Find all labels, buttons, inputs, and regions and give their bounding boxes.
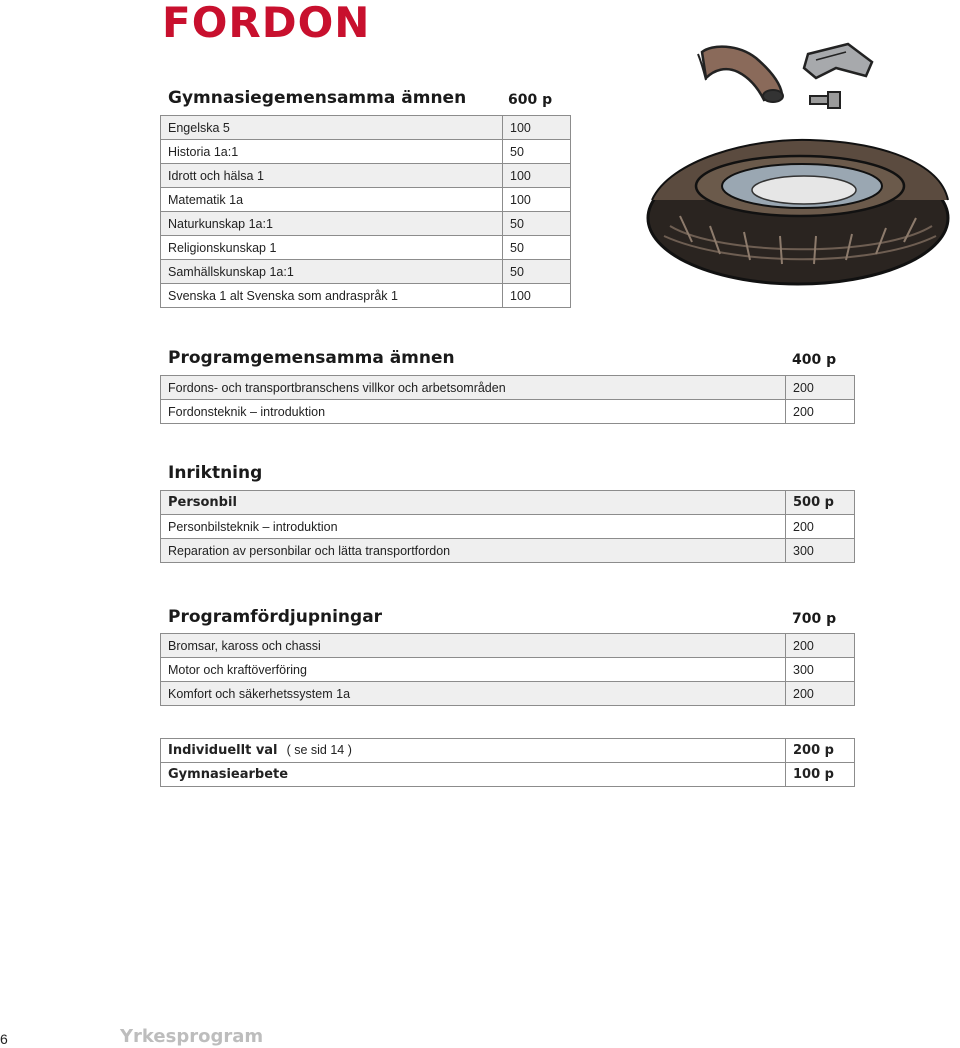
programgemensamma-table xyxy=(160,375,855,424)
table-row xyxy=(161,140,571,164)
course-name: Komfort och säkerhetssystem 1a xyxy=(161,682,786,706)
table-row xyxy=(161,682,855,706)
course-name: Fordons- och transportbranschens villkor och arbetsområden xyxy=(161,376,786,400)
individuellt-val-note: ( se sid 14 ) xyxy=(286,743,352,757)
individuellt-val-label: Individuellt val xyxy=(168,743,278,758)
section-heading-programgemensamma: Programgemensamma ämnen xyxy=(168,348,455,368)
course-points: 200 xyxy=(786,634,855,658)
table-row xyxy=(161,188,571,212)
bracket-part xyxy=(804,44,872,78)
course-name: Historia 1a:1 xyxy=(161,140,503,164)
section-heading-gymnasiegemensamma: Gymnasiegemensamma ämnen xyxy=(168,88,467,108)
course-name: Matematik 1a xyxy=(161,188,503,212)
table-row xyxy=(161,739,855,763)
individuellt-val-points: 200 p xyxy=(786,739,855,763)
table-row xyxy=(161,400,855,424)
table-row xyxy=(161,515,855,539)
course-name: Bromsar, kaross och chassi xyxy=(161,634,786,658)
course-name: Samhällskunskap 1a:1 xyxy=(161,260,503,284)
course-points: 50 xyxy=(503,236,571,260)
course-name: Engelska 5 xyxy=(161,116,503,140)
course-points: 50 xyxy=(503,140,571,164)
hose-part xyxy=(698,47,783,102)
inriktning-table xyxy=(160,490,855,563)
section-total-inriktning: 500 p xyxy=(786,491,855,515)
table-row xyxy=(161,539,855,563)
table-row xyxy=(161,164,571,188)
course-points: 200 xyxy=(786,682,855,706)
course-points: 50 xyxy=(503,260,571,284)
course-points: 200 xyxy=(786,400,855,424)
individuellt-val-cell xyxy=(161,739,786,763)
course-points: 200 xyxy=(786,376,855,400)
gymnasiearbete-points: 100 p xyxy=(786,763,855,787)
bolt-part xyxy=(810,92,840,108)
gymnasiearbete-label: Gymnasiearbete xyxy=(161,763,786,787)
tire xyxy=(648,140,948,284)
section-total-programgemensamma: 400 p xyxy=(792,352,837,368)
section-heading-programfordjupningar: Programfördjupningar xyxy=(168,607,383,627)
course-points: 300 xyxy=(786,539,855,563)
course-name: Idrott och hälsa 1 xyxy=(161,164,503,188)
course-name: Religionskunskap 1 xyxy=(161,236,503,260)
extras-table xyxy=(160,738,855,787)
course-points: 100 xyxy=(503,188,571,212)
course-name: Personbilsteknik – introduktion xyxy=(161,515,786,539)
section-heading-inriktning: Inriktning xyxy=(168,463,263,483)
tire-illustration xyxy=(640,30,960,290)
course-name: Svenska 1 alt Svenska som andraspråk 1 xyxy=(161,284,503,308)
table-row xyxy=(161,634,855,658)
table-row xyxy=(161,260,571,284)
course-name: Naturkunskap 1a:1 xyxy=(161,212,503,236)
course-points: 50 xyxy=(503,212,571,236)
table-row xyxy=(161,284,571,308)
course-points: 300 xyxy=(786,658,855,682)
table-row xyxy=(161,212,571,236)
table-row xyxy=(161,763,855,787)
footer-label: Yrkesprogram xyxy=(120,1026,264,1047)
table-row xyxy=(161,116,571,140)
programfordjupningar-table xyxy=(160,633,855,706)
course-name: Fordonsteknik – introduktion xyxy=(161,400,786,424)
course-points: 100 xyxy=(503,284,571,308)
section-total-programfordjupningar: 700 p xyxy=(792,611,837,627)
table-row xyxy=(161,376,855,400)
inriktning-subheading: Personbil xyxy=(161,491,786,515)
table-row xyxy=(161,236,571,260)
table-row xyxy=(161,658,855,682)
gymnasiegemensamma-table xyxy=(160,115,571,308)
course-name: Motor och kraftöverföring xyxy=(161,658,786,682)
course-name: Reparation av personbilar och lätta transportfordon xyxy=(161,539,786,563)
course-points: 100 xyxy=(503,164,571,188)
section-total-gymnasiegemensamma: 600 p xyxy=(508,92,553,108)
course-points: 100 xyxy=(503,116,571,140)
table-row xyxy=(161,491,855,515)
course-points: 200 xyxy=(786,515,855,539)
page-number: 6 xyxy=(0,1031,8,1047)
page-title: FORDON xyxy=(162,0,371,47)
